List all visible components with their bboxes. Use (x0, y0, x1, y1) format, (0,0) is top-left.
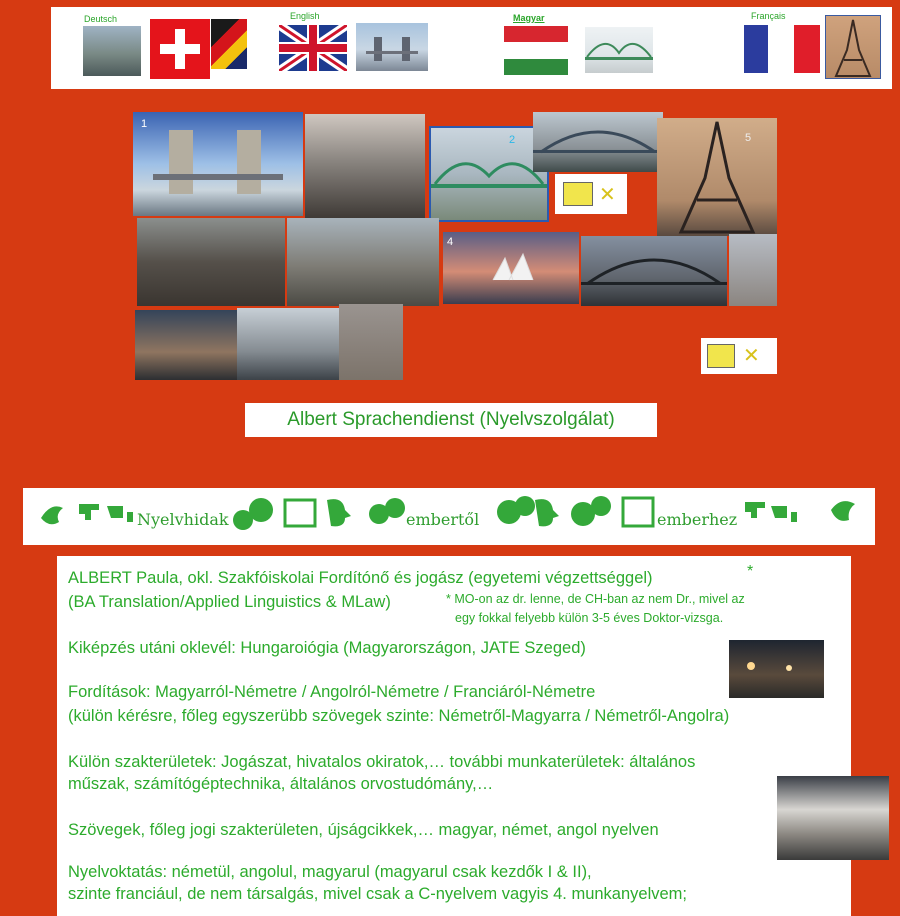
french-flag-icon[interactable] (744, 25, 820, 73)
tools-icon-box[interactable] (555, 174, 627, 214)
tools-icon-box-2[interactable] (701, 338, 777, 374)
content-line-degree: (BA Translation/Applied Linguistics & MLaw) (68, 593, 391, 611)
collage-number-2: 2 (509, 134, 516, 146)
collage-photo-city-river (287, 218, 439, 306)
content-line-specialties: Külön szakterületek: Jogászat, hivatalos okiratok,… további munkaterületek: általános (68, 753, 696, 771)
lang-label-english[interactable]: English (290, 11, 320, 21)
collage-photo-old-building (339, 304, 403, 380)
speaking-head-icon (327, 499, 351, 526)
collage-number-1: 1 (141, 118, 148, 130)
collage-photo-harbour-bridge (581, 236, 727, 306)
speaking-head-icon-2 (535, 499, 559, 526)
content-line-name: ALBERT Paula, okl. Szakfóiskolai Fordítónő és jogász (egyetemi végzettséggel) (68, 569, 653, 587)
eiffel-tower-thumb[interactable] (825, 15, 881, 79)
footnote-line-2: egy fokkal felyebb külön 3-5 éves Doktor-vizsga. (455, 611, 724, 625)
swiss-flag-icon[interactable] (150, 19, 210, 79)
collage-photo-liberty-bridge (429, 126, 549, 222)
document-icon-2 (623, 498, 653, 526)
photo-collage (133, 112, 778, 382)
german-flag-icon[interactable] (211, 19, 247, 69)
world-map-icon (79, 504, 133, 522)
world-map-icon-2 (745, 502, 797, 522)
dove-icon-2 (831, 501, 855, 521)
liberty-bridge-thumb[interactable] (585, 27, 653, 73)
zurich-photo[interactable] (83, 26, 141, 76)
folder-icon (563, 182, 593, 206)
content-line-specialties-cont: műszak, számítógéptechnika, általános orvostudómány,… (68, 775, 494, 793)
collage-photo-church-square (237, 308, 339, 380)
motto-banner (23, 488, 875, 545)
lang-label-magyar[interactable]: Magyar (513, 13, 545, 23)
collage-photo-tower-bridge (133, 112, 303, 216)
tools-icon-2: ✕ (743, 345, 760, 367)
motto-word-3: emberhez (657, 510, 738, 529)
lang-label-deutsch[interactable]: Deutsch (84, 14, 118, 24)
collage-photo-riverside (305, 114, 425, 218)
tools-icon: ✕ (599, 184, 616, 206)
dove-icon (41, 506, 63, 524)
collage-number-4: 4 (447, 236, 454, 248)
content-line-translations-extra: (külön kérésre, főleg egyszerübb szövegek szinte: Németről-Magyarra / Németről-Angolra) (68, 707, 730, 725)
footnote-asterisk: * (747, 563, 754, 580)
page-title: Albert Sprachendienst (Nyelvszolgálat) (245, 403, 657, 437)
collage-photo-eiffel (657, 118, 777, 236)
collage-photo-canal (137, 218, 285, 306)
lang-label-francais[interactable]: Français (751, 11, 786, 21)
collage-photo-building (729, 234, 777, 306)
content-line-texts: Szövegek, főleg jogi szakterületen, újságcikkek,… magyar, német, angol nyelven (68, 821, 659, 839)
content-line-teaching-cont: szinte franciául, de nem társalgás, mivel csak a C-nyelvem vagyis 4. munkanyelvem; (68, 885, 687, 903)
motto-word-1: Nyelvhidak (137, 510, 229, 529)
train-photo (777, 776, 889, 860)
content-line-teaching: Nyelvoktatás: németül, angolul, magyarul (magyarul csak kezdők I & II), (68, 863, 592, 881)
folder-icon-2 (707, 344, 735, 368)
content-line-diploma: Kiképzés utáni oklevél: Hungaroiógia (Magyarországon, JATE Szeged) (68, 639, 586, 657)
document-icon (285, 500, 315, 526)
night-street-photo (729, 640, 824, 698)
collage-photo-arch-bridge (533, 112, 663, 172)
uk-flag-icon[interactable] (279, 25, 347, 71)
collage-photo-sydney-opera (443, 232, 579, 304)
language-bar (51, 7, 892, 89)
motto-word-2: embertől (406, 510, 480, 529)
collage-number-5: 5 (745, 132, 752, 144)
hungarian-flag-icon[interactable] (504, 26, 568, 75)
collage-photo-evening-street (135, 310, 237, 380)
content-line-translations: Fordítások: Magyarról-Németre / Angolról-Németre / Franciáról-Németre (68, 683, 596, 701)
content-panel (57, 556, 851, 916)
footnote-line-1: * MO-on az dr. lenne, de CH-ban az nem Dr., mivel az (446, 592, 745, 606)
tower-bridge-thumb[interactable] (356, 23, 428, 71)
